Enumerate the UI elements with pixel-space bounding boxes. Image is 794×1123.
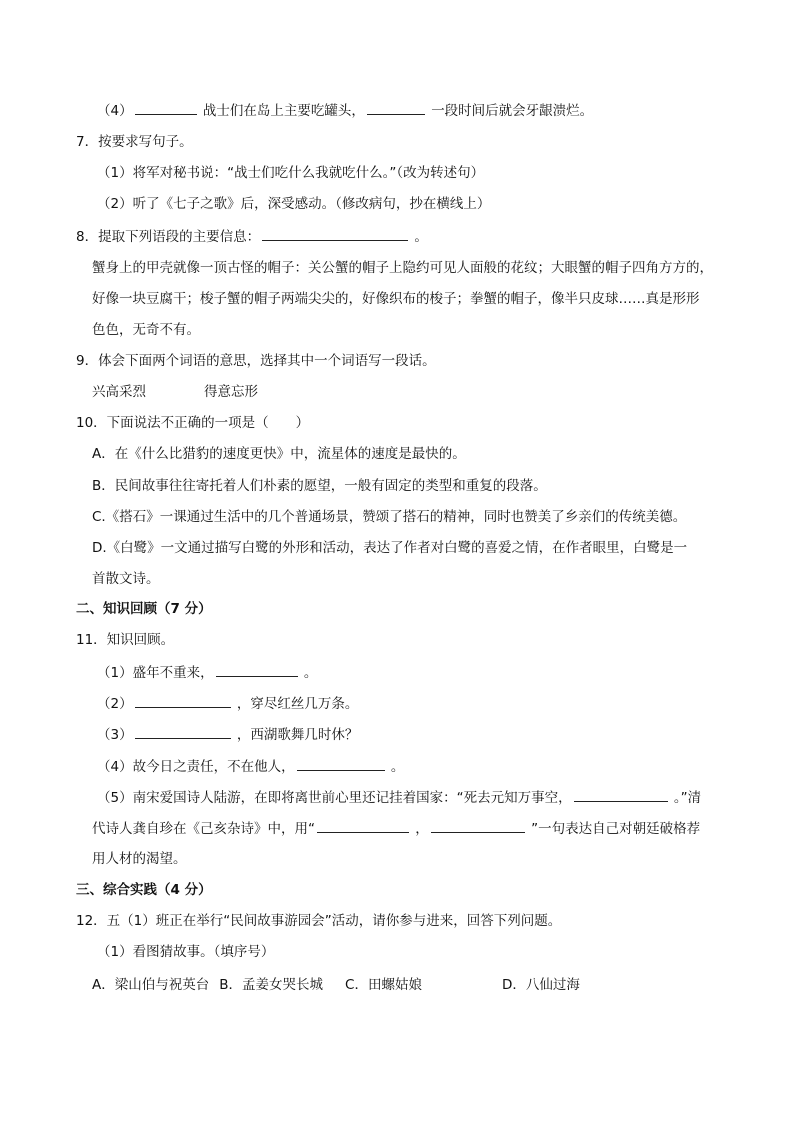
question-10-title: 10．下面说法不正确的一项是（ ） (76, 415, 310, 431)
option-c: C.《搭石》一课通过生活中的几个普通场景，赞颂了搭石的精神，同时也赞美了乡亲们的传统美德。 (92, 509, 687, 525)
answer-blank[interactable] (431, 818, 525, 833)
question-11-title: 11．知识回顾。 (76, 632, 175, 648)
option-d-line-1: D.《白鹭》一文通过描写白鹭的外形和活动，表达了作者对白鹭的喜爱之情，在作者眼里，白鹭是一 (92, 540, 688, 556)
answer-blank[interactable] (574, 787, 668, 802)
option-d: D．八仙过海 (501, 977, 580, 993)
question-7-item-2: （2）听了《七子之歌》后，深受感动。（修改病句，抄在横线上） (97, 196, 491, 212)
answer-blank[interactable] (297, 756, 385, 771)
answer-blank[interactable] (367, 100, 425, 115)
answer-blank[interactable] (135, 693, 231, 708)
question-12-options (92, 975, 580, 995)
question-9-words (92, 382, 258, 402)
option-a: A．在《什么比猎豹的速度更快》中，流星体的速度是最快的。 (92, 446, 466, 462)
answer-blank[interactable] (262, 226, 408, 241)
question-7-title: 7．按要求写句子。 (76, 134, 193, 150)
question-11-item-2: （2） ，穿尽红丝几万条。 (97, 693, 358, 714)
word-2: 得意忘形 (204, 384, 258, 400)
question-11-item-4: （4）故今日之责任，不在他人， 。 (97, 756, 404, 777)
question-11-item-3: （3） ，西湖歌舞几时休？ (97, 724, 358, 745)
question-12-title: 12．五（1）班正在举行“民间故事游园会”活动，请你参与进来，回答下列问题。 (76, 913, 562, 929)
question-11-item-5-line-3: 用人材的渴望。 (92, 851, 187, 867)
question-7-item-1: （1）将军对秘书说：“战士们吃什么我就吃什么。”（改为转述句） (97, 165, 485, 181)
question-11-item-1: （1）盛年不重来， 。 (97, 662, 317, 683)
question-11-item-5-line-1: （5）南宋爱国诗人陆游，在即将离世前心里还记挂着国家：“死去元知万事空， 。”清 (97, 787, 701, 808)
passage-line-1: 蟹身上的甲壳就像一顶古怪的帽子：关公蟹的帽子上隐约可见人面般的花纹；大眼蟹的帽子四角方方的， (92, 260, 713, 276)
answer-blank[interactable] (216, 662, 298, 677)
question-6-item-4: （4） 战士们在岛上主要吃罐头， 一段时间后就会牙龈溃烂。 (97, 100, 593, 121)
question-11-item-5-line-2: 代诗人龚自珍在《己亥杂诗》中，用“ ， ”一句表达自己对朝廷破格荐 (92, 818, 700, 839)
answer-blank[interactable] (135, 100, 197, 115)
question-9-title: 9．体会下面两个词语的意思，选择其中一个词语写一段话。 (76, 353, 436, 369)
question-12-item-1: （1）看图猜故事。（填序号） (97, 944, 275, 960)
passage-line-3: 色色，无奇不有。 (92, 322, 200, 338)
section-3-heading: 三、综合实践（4 分） (76, 882, 212, 898)
option-d-line-2: 首散文诗。 (92, 571, 160, 587)
option-b: B．孟姜女哭长城 (219, 977, 324, 993)
option-b: B．民间故事往往寄托着人们朴素的愿望，一般有固定的类型和重复的段落。 (92, 478, 547, 494)
answer-blank[interactable] (317, 818, 409, 833)
question-8-title: 8．提取下列语段的主要信息： 。 (76, 226, 428, 247)
word-1: 兴高采烈 (92, 384, 146, 400)
passage-line-2: 好像一块豆腐干；梭子蟹的帽子两端尖尖的，好像织布的梭子；拳蟹的帽子，像半只皮球……真是形形 (92, 291, 700, 307)
option-c: C．田螺姑娘 (345, 977, 422, 993)
option-a: A．梁山伯与祝英台 (92, 977, 210, 993)
answer-blank[interactable] (135, 724, 231, 739)
section-2-heading: 二、知识回顾（7 分） (76, 601, 212, 617)
